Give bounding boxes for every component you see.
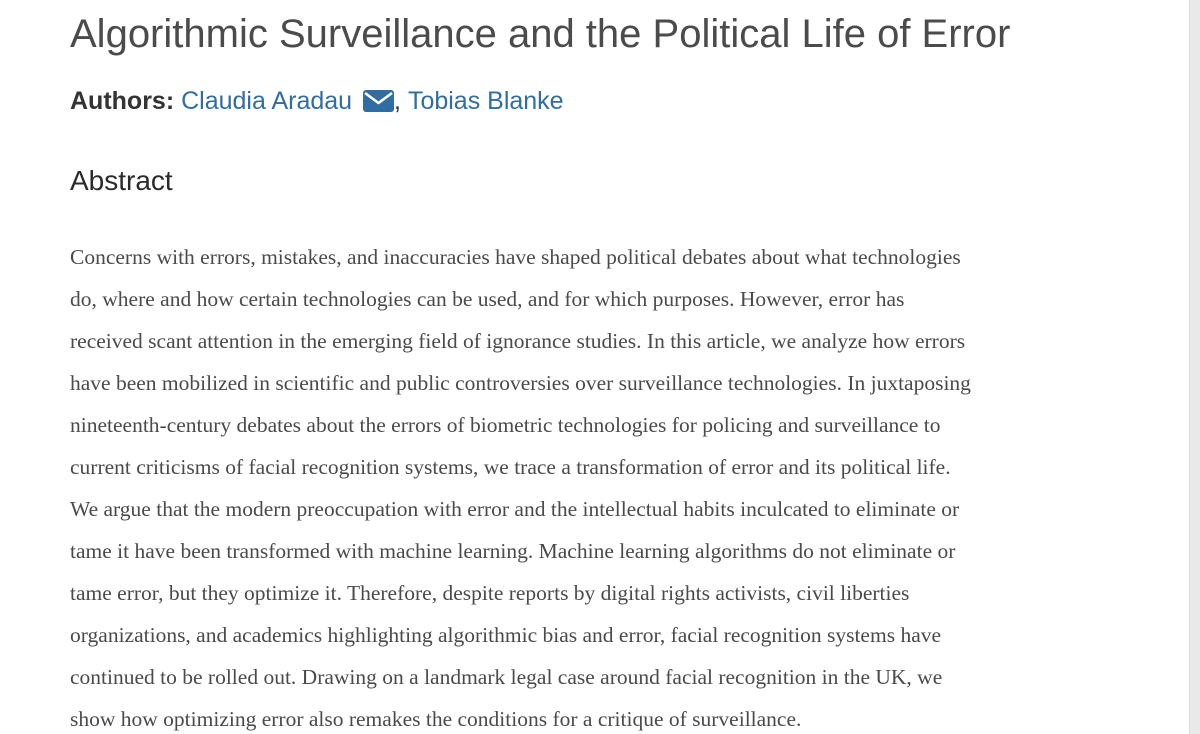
abstract-line: received scant attention in the emerging field of ignorance studies. In this article, we analyze how errors bbox=[70, 329, 966, 353]
author-link-tobias-blanke[interactable]: Tobias Blanke bbox=[407, 87, 564, 115]
abstract-line: tame error, but they optimize it. Therefore, despite reports by digital rights activists, civil liberties bbox=[70, 581, 910, 605]
authors-line bbox=[70, 84, 564, 118]
abstract-line: organizations, and academics highlighting algorithmic bias and error, facial recognition systems have bbox=[70, 623, 942, 647]
abstract-line: have been mobilized in scientific and public controversies over surveillance technologies. In juxtaposing bbox=[70, 371, 971, 395]
author-link-claudia-aradau[interactable]: Claudia Aradau bbox=[181, 87, 353, 115]
article-title: Algorithmic Surveillance and the Political Life of Error bbox=[70, 12, 1011, 56]
abstract-line: current criticisms of facial recognition systems, we trace a transformation of error and its political life. bbox=[70, 455, 951, 479]
abstract-body bbox=[70, 236, 1130, 734]
abstract-line: continued to be rolled out. Drawing on a landmark legal case around facial recognition in the UK, we bbox=[70, 665, 943, 689]
page-right-edge bbox=[1189, 0, 1200, 734]
abstract-heading: Abstract bbox=[70, 165, 173, 196]
envelope-icon[interactable] bbox=[363, 87, 394, 109]
abstract-line: We argue that the modern preoccupation with error and the intellectual habits inculcated to eliminate or bbox=[70, 497, 960, 521]
abstract-line: do, where and how certain technologies can be used, and for which purposes. However, error has bbox=[70, 287, 905, 311]
authors-label: Authors: bbox=[70, 87, 175, 115]
abstract-line: tame it have been transformed with machine learning. Machine learning algorithms do not eliminate or bbox=[70, 539, 956, 563]
abstract-line: show how optimizing error also remakes the conditions for a critique of surveillance. bbox=[70, 707, 802, 731]
abstract-line: Concerns with errors, mistakes, and inaccuracies have shaped political debates about what technologies bbox=[70, 245, 961, 269]
abstract-line: nineteenth-century debates about the errors of biometric technologies for policing and surveillance to bbox=[70, 413, 941, 437]
author-separator: , bbox=[394, 87, 401, 115]
